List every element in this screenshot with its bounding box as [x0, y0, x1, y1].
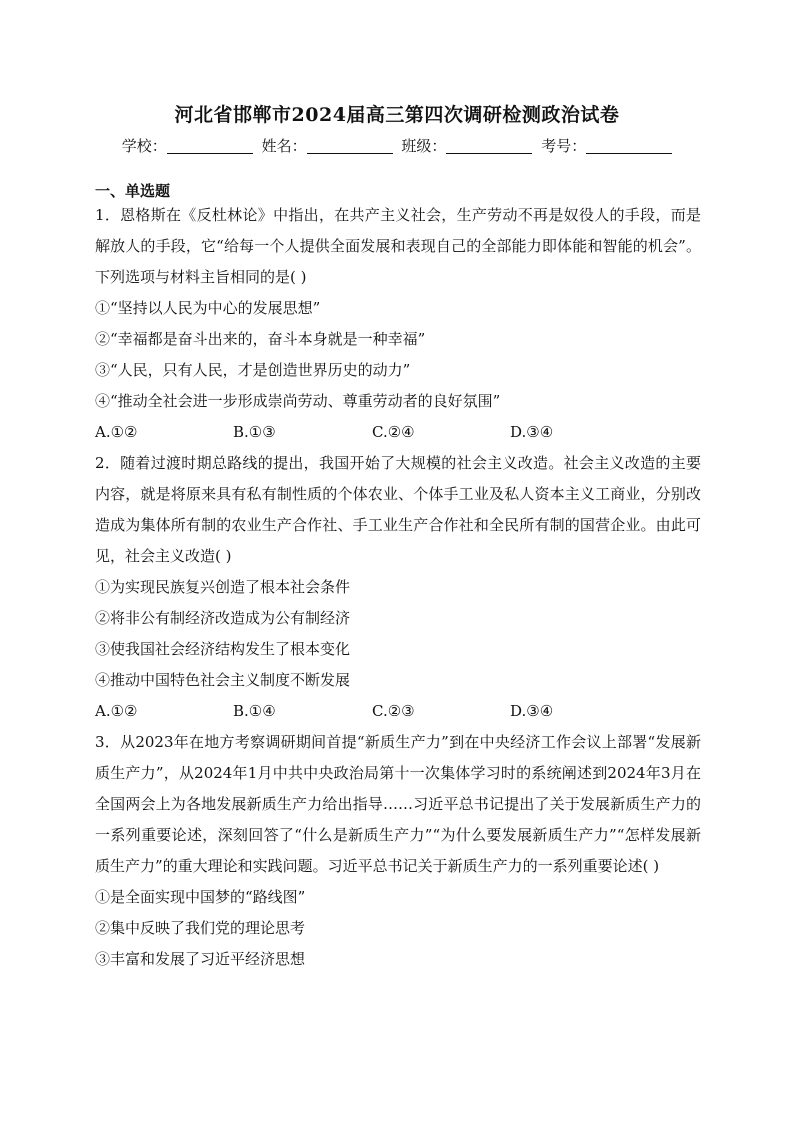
section-heading: 一、单选题 — [95, 182, 171, 200]
class-label: 班级： — [401, 137, 447, 155]
answer-choices — [95, 417, 701, 448]
statement-option: ①为实现民族复兴创造了根本社会条件 — [95, 578, 351, 596]
choice-a[interactable]: A.①② — [95, 702, 138, 720]
question-stem: 3．从2023年在地方考察调研期间首提“新质生产力”到在中央经济工作会议上部署“发展新质生产力”，从2024年1月中共中央政治局第十一次集体学习时的系统阐述到2024年3月在全国两会上为各地发展新质生产力给出指导……习近平总书记提出了关于发展新质生产力的一系列重要论述，深刻回答了“什么是新质生产力”“为什么要发展新质生产力”“怎样发展新质生产力”的重大理论和实践问题。习近平总书记关于新质生产力的一系列重要论述( ) — [95, 733, 701, 875]
document-title: 河北省邯郸市2024届高三第四次调研检测政治试卷 — [174, 104, 620, 126]
name-label: 姓名： — [261, 137, 307, 155]
choice-b[interactable]: B.①③ — [233, 423, 276, 441]
choice-d[interactable]: D.③④ — [510, 702, 554, 720]
question-1 — [95, 200, 701, 448]
question-list — [95, 200, 701, 975]
name-blank[interactable] — [307, 139, 393, 154]
school-label: 学校： — [121, 137, 167, 155]
statement-option: ③“人民，只有人民，才是创造世界历史的动力” — [95, 361, 411, 379]
student-info-line — [0, 135, 794, 156]
exam-number-blank[interactable] — [586, 139, 672, 154]
class-blank[interactable] — [446, 139, 532, 154]
choice-d[interactable]: D.③④ — [510, 423, 554, 441]
statement-option: ④“推动全社会进一步形成崇尚劳动、尊重劳动者的良好氛围” — [95, 392, 501, 410]
statement-option: ①“坚持以人民为中心的发展思想” — [95, 299, 321, 317]
statement-option: ②集中反映了我们党的理论思考 — [95, 919, 306, 937]
choice-c[interactable]: C.②④ — [372, 423, 415, 441]
statement-option: ①是全面实现中国梦的“路线图” — [95, 888, 306, 906]
answer-choices — [95, 696, 701, 727]
statement-option: ④推动中国特色社会主义制度不断发展 — [95, 671, 351, 689]
question-2 — [95, 448, 701, 727]
exam-number-field — [541, 135, 672, 156]
name-field — [262, 135, 393, 156]
statement-option: ②“幸福都是奋斗出来的，奋斗本身就是一种幸福” — [95, 330, 426, 348]
class-field — [401, 135, 532, 156]
exam-number-label: 考号： — [541, 137, 587, 155]
choice-a[interactable]: A.①② — [95, 423, 138, 441]
statement-option: ②将非公有制经济改造成为公有制经济 — [95, 609, 351, 627]
question-stem: 2．随着过渡时期总路线的提出，我国开始了大规模的社会主义改造。社会主义改造的主要内容，就是将原来具有私有制性质的个体农业、个体手工业及私人资本主义工商业，分别改造成为集体所有制的农业生产合作社、手工业生产合作社和全民所有制的国营企业。由此可见，社会主义改造( ) — [95, 454, 701, 565]
question-stem: 1．恩格斯在《反杜林论》中指出，在共产主义社会，生产劳动不再是奴役人的手段，而是解放人的手段，它“给每一个人提供全面发展和表现自己的全部能力即体能和智能的机会”。下列选项与材料主旨相同的是( ) — [95, 206, 701, 286]
question-3 — [95, 727, 701, 975]
statement-option: ③丰富和发展了习近平经济思想 — [95, 950, 306, 968]
school-blank[interactable] — [167, 139, 253, 154]
school-field — [122, 135, 253, 156]
choice-b[interactable]: B.①④ — [233, 702, 276, 720]
statement-option: ③使我国社会经济结构发生了根本变化 — [95, 640, 351, 658]
choice-c[interactable]: C.②③ — [372, 702, 415, 720]
